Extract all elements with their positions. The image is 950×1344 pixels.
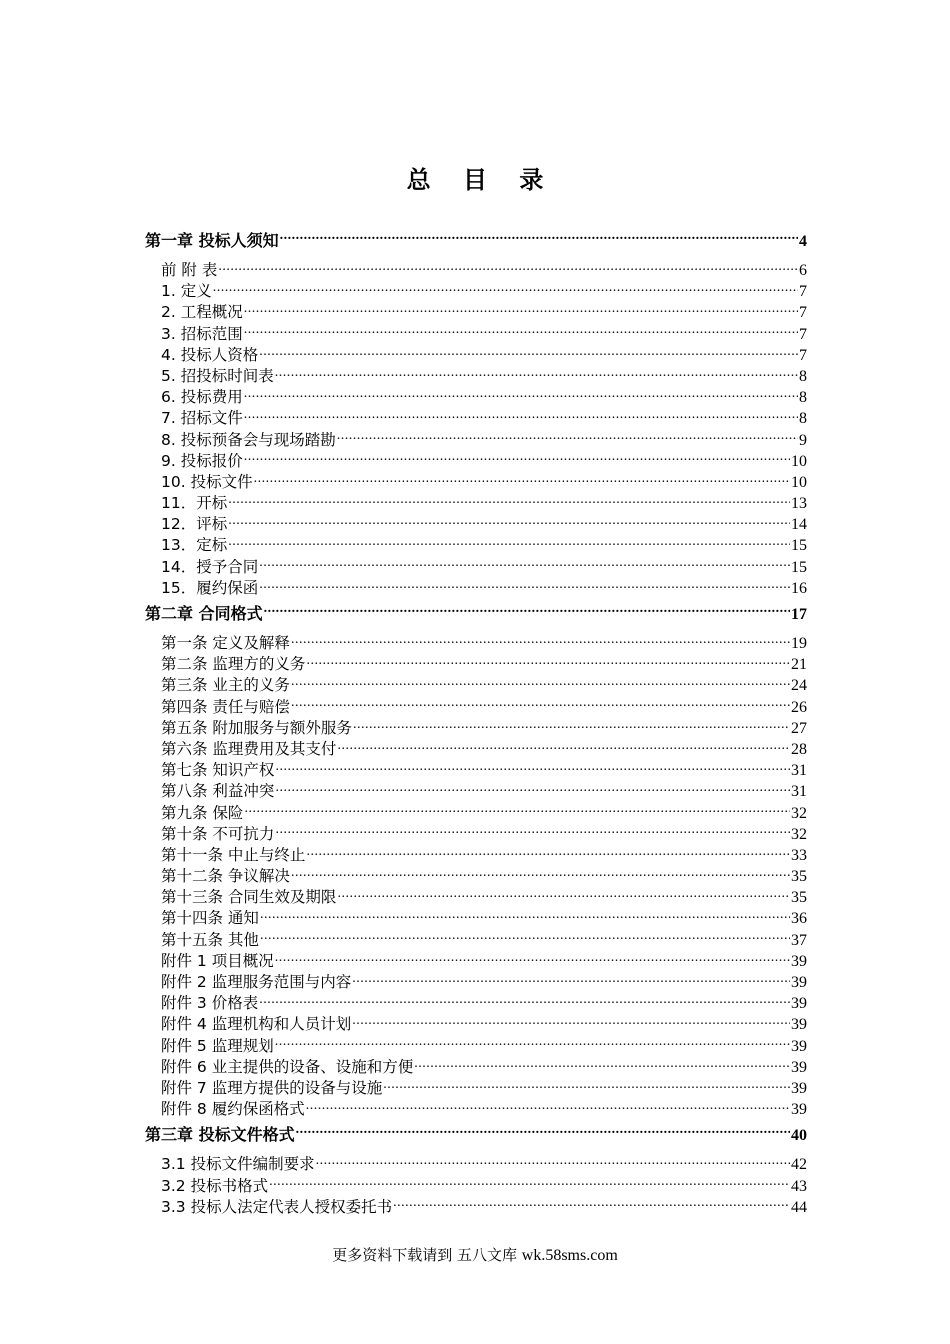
toc-entry-page: 35 — [791, 889, 807, 907]
toc-entry-label: 2. 工程概况 — [161, 303, 243, 322]
toc-entry-page: 39 — [791, 1101, 807, 1119]
toc-leader-dots — [260, 929, 790, 945]
toc-leader-dots — [254, 471, 790, 487]
toc-leader-dots — [259, 577, 790, 593]
toc-entry[interactable] — [145, 1098, 807, 1119]
toc-entry-label: 5. 招投标时间表 — [161, 366, 274, 385]
toc-entry[interactable] — [145, 950, 807, 971]
toc-leader-dots — [259, 556, 790, 572]
toc-chapter — [145, 229, 807, 598]
footer-url[interactable]: wk.58sms.com — [521, 1247, 618, 1264]
toc-leader-dots — [275, 759, 790, 775]
toc-entry[interactable] — [145, 301, 807, 322]
toc-leader-dots — [291, 674, 790, 690]
toc-leader-dots — [352, 1013, 790, 1029]
footer-text: 更多资料下载请到 五八文库 — [332, 1246, 522, 1264]
toc-chapter-label: 第一章 投标人须知 — [145, 231, 279, 250]
toc-entry[interactable] — [145, 323, 807, 344]
toc-leader-dots — [244, 407, 798, 423]
toc-entry[interactable] — [145, 696, 807, 717]
toc-leader-dots — [337, 738, 790, 754]
toc-entry-page: 14 — [791, 516, 807, 534]
toc-entry[interactable] — [145, 259, 807, 280]
toc-leader-dots — [275, 823, 790, 839]
toc-chapter — [145, 1123, 807, 1217]
toc-entry[interactable] — [145, 1013, 807, 1034]
page-title: 总 目 录 — [406, 166, 556, 194]
toc-entry-label: 第三条 业主的义务 — [161, 676, 290, 695]
toc-entry-label: 附件 5 监理规划 — [161, 1036, 274, 1055]
toc-entry-label: 第九条 保险 — [161, 803, 244, 822]
toc-entry-page: 10 — [791, 452, 807, 470]
toc-chapter-page: 17 — [791, 606, 807, 623]
toc-chapter-heading[interactable] — [145, 229, 807, 253]
toc-leader-dots — [213, 280, 798, 296]
toc-entry-page: 28 — [791, 740, 807, 758]
toc-entry[interactable] — [145, 492, 807, 513]
toc-entry-page: 15 — [791, 537, 807, 555]
toc-entry-page: 39 — [791, 974, 807, 991]
toc-entry-page: 13 — [791, 495, 807, 513]
toc-entry[interactable] — [145, 674, 807, 695]
toc-leader-dots — [244, 301, 798, 317]
toc-entry-label: 第二条 监理方的义务 — [161, 655, 306, 674]
toc-leader-dots — [244, 450, 790, 466]
toc-leader-dots — [296, 1124, 790, 1140]
toc-entry-label: 9. 投标报价 — [161, 451, 243, 470]
toc-entry-page: 36 — [791, 910, 807, 928]
toc-entry[interactable] — [145, 823, 807, 844]
toc-entry[interactable] — [145, 471, 807, 492]
toc-entry[interactable] — [145, 344, 807, 365]
toc-entry-label: 3.3 投标人法定代表人授权委托书 — [161, 1197, 393, 1216]
toc-entry-page: 39 — [791, 995, 807, 1013]
toc-leader-dots — [414, 1056, 790, 1072]
toc-entry-label: 第七条 知识产权 — [161, 761, 275, 780]
toc-chapter-heading[interactable] — [145, 602, 807, 626]
toc-leader-dots — [306, 1098, 790, 1114]
toc-chapter — [145, 602, 807, 1119]
toc-entry-page: 31 — [791, 762, 807, 780]
toc-leader-dots — [228, 492, 790, 508]
toc-entry-label: 第五条 附加服务与额外服务 — [161, 718, 352, 737]
toc-entry-label: 13．定标 — [161, 536, 228, 555]
toc-entry-page: 15 — [791, 558, 807, 576]
toc-entry-page: 26 — [791, 698, 807, 716]
toc-entry[interactable] — [145, 407, 807, 428]
toc-entry-label: 11．开标 — [161, 494, 228, 513]
toc-entry[interactable] — [145, 1196, 807, 1217]
toc-entry-label: 附件 7 监理方提供的设备与设施 — [161, 1078, 383, 1097]
toc-entry[interactable] — [145, 929, 807, 950]
toc-entry-page: 39 — [791, 1016, 807, 1034]
toc-leader-dots — [352, 971, 790, 987]
toc-entry-label: 第八条 利益冲突 — [161, 782, 275, 801]
toc-leader-dots — [306, 844, 790, 860]
toc-entry[interactable] — [145, 1153, 807, 1174]
toc-entry[interactable] — [145, 280, 807, 301]
toc-leader-dots — [244, 386, 798, 402]
toc-entry-label: 第六条 监理费用及其支付 — [161, 739, 337, 758]
toc-entry[interactable] — [145, 513, 807, 534]
toc-entry[interactable] — [145, 1056, 807, 1077]
toc-entry-label: 附件 8 履约保函格式 — [161, 1100, 305, 1119]
toc-leader-dots — [228, 534, 790, 550]
toc-entry-page: 10 — [791, 473, 807, 491]
toc-chapter-page: 4 — [799, 233, 807, 250]
toc-leader-dots — [316, 1153, 790, 1169]
toc-entry-page: 32 — [791, 825, 807, 843]
toc-entry-page: 39 — [791, 952, 807, 970]
toc-leader-dots — [275, 950, 790, 966]
toc-entry-page: 42 — [791, 1156, 807, 1174]
toc-leader-dots — [291, 632, 790, 648]
toc-entry-label: 1. 定义 — [161, 282, 212, 301]
toc-entry-page: 21 — [791, 656, 807, 674]
toc-entry[interactable] — [145, 907, 807, 928]
toc-entry-page: 7 — [799, 325, 807, 343]
toc-entry-label: 14．授予合同 — [161, 557, 259, 576]
toc-entry[interactable] — [145, 886, 807, 907]
toc-entry-label: 前 附 表 — [161, 261, 218, 279]
toc-entry-page: 19 — [791, 635, 807, 652]
toc-entry-page: 39 — [791, 1037, 807, 1055]
toc-entry-label: 6. 投标费用 — [161, 388, 243, 407]
toc-leader-dots — [337, 429, 798, 445]
toc-leader-dots — [260, 907, 790, 923]
toc-entry-page: 7 — [799, 283, 807, 301]
toc-chapter-page: 40 — [791, 1127, 807, 1145]
toc-leader-dots — [306, 653, 790, 669]
toc-entry-label: 第十五条 其他 — [161, 930, 259, 949]
table-of-contents — [145, 229, 807, 1217]
toc-entry[interactable] — [145, 632, 807, 653]
toc-leader-dots — [264, 603, 790, 619]
toc-entry-label: 3.2 投标书格式 — [161, 1176, 269, 1195]
toc-entry-page: 8 — [799, 410, 807, 428]
toc-entry[interactable] — [145, 717, 807, 738]
toc-entry-label: 第十三条 合同生效及期限 — [161, 888, 337, 907]
toc-entry-page: 24 — [791, 677, 807, 695]
toc-entry[interactable] — [145, 802, 807, 823]
toc-leader-dots — [275, 1035, 790, 1051]
toc-entry[interactable] — [145, 450, 807, 471]
toc-leader-dots — [353, 717, 790, 733]
toc-leader-dots — [259, 992, 790, 1008]
toc-entry-page: 9 — [799, 431, 807, 449]
toc-entry-page: 16 — [791, 579, 807, 597]
toc-entry-label: 附件 1 项目概况 — [161, 951, 274, 970]
toc-entry[interactable] — [145, 759, 807, 780]
toc-entry-label: 10. 投标文件 — [161, 472, 253, 491]
toc-entry[interactable] — [145, 1175, 807, 1196]
toc-entry[interactable] — [145, 1035, 807, 1056]
toc-entry-page: 33 — [791, 846, 807, 864]
toc-entry-page: 39 — [791, 1079, 807, 1097]
toc-entry[interactable] — [145, 534, 807, 555]
toc-entry-label: 附件 3 价格表 — [161, 994, 259, 1013]
toc-entry-page: 35 — [791, 868, 807, 886]
toc-entry-page: 7 — [799, 304, 807, 322]
toc-entry-label: 15．履约保函 — [161, 578, 259, 597]
toc-chapter-label: 第二章 合同格式 — [145, 604, 263, 623]
toc-entry[interactable] — [145, 556, 807, 577]
toc-entry[interactable] — [145, 738, 807, 759]
toc-leader-dots — [291, 865, 790, 881]
toc-entry[interactable] — [145, 429, 807, 450]
toc-entry-page: 44 — [791, 1198, 807, 1216]
toc-entry-label: 第四条 责任与赔偿 — [161, 697, 290, 716]
toc-entry-page: 8 — [799, 389, 807, 407]
toc-entry-label: 第十二条 争议解决 — [161, 867, 290, 886]
toc-entry[interactable] — [145, 653, 807, 674]
toc-entry[interactable] — [145, 971, 807, 992]
toc-entry-label: 附件 4 监理机构和人员计划 — [161, 1015, 352, 1034]
toc-entry[interactable] — [145, 844, 807, 865]
footer — [0, 1244, 950, 1265]
toc-entry[interactable] — [145, 365, 807, 386]
toc-entry[interactable] — [145, 865, 807, 886]
toc-entry-label: 附件 6 业主提供的设备、设施和方便 — [161, 1057, 414, 1076]
toc-entry-label: 第十一条 中止与终止 — [161, 845, 306, 864]
toc-chapter-heading[interactable] — [145, 1123, 807, 1147]
toc-leader-dots — [291, 696, 790, 712]
toc-entry-page: 37 — [791, 931, 807, 949]
toc-entry-page: 31 — [791, 783, 807, 801]
toc-leader-dots — [259, 344, 798, 360]
toc-leader-dots — [383, 1077, 790, 1093]
toc-entry[interactable] — [145, 386, 807, 407]
toc-entry[interactable] — [145, 577, 807, 598]
toc-entry-label: 8. 投标预备会与现场踏勘 — [161, 430, 336, 449]
toc-leader-dots — [275, 365, 798, 381]
toc-entry-label: 4. 投标人资格 — [161, 345, 259, 364]
toc-entry-label: 12．评标 — [161, 515, 228, 534]
toc-leader-dots — [337, 886, 790, 902]
toc-entry-label: 3. 招标范围 — [161, 324, 243, 343]
toc-entry-page: 6 — [799, 262, 807, 279]
toc-entry-page: 43 — [791, 1177, 807, 1195]
toc-entry-label: 7. 招标文件 — [161, 409, 243, 428]
toc-entry[interactable] — [145, 1077, 807, 1098]
toc-leader-dots — [393, 1196, 790, 1212]
toc-entry-label: 第一条 定义及解释 — [161, 634, 290, 652]
toc-entry[interactable] — [145, 992, 807, 1013]
toc-leader-dots — [218, 259, 798, 275]
toc-entry-page: 27 — [791, 719, 807, 737]
toc-leader-dots — [275, 780, 790, 796]
toc-leader-dots — [244, 802, 790, 818]
toc-entry-page: 8 — [799, 367, 807, 385]
toc-entry-label: 附件 2 监理服务范围与内容 — [161, 973, 352, 991]
toc-entry-label: 第十条 不可抗力 — [161, 824, 275, 843]
toc-entry-page: 39 — [791, 1058, 807, 1076]
toc-entry-page: 32 — [791, 804, 807, 822]
toc-leader-dots — [244, 323, 798, 339]
toc-entry-page: 7 — [799, 346, 807, 364]
toc-leader-dots — [280, 230, 798, 246]
toc-entry-label: 3.1 投标文件编制要求 — [161, 1155, 315, 1174]
toc-entry-label: 第十四条 通知 — [161, 909, 259, 928]
toc-chapter-label: 第三章 投标文件格式 — [145, 1125, 295, 1145]
toc-leader-dots — [228, 513, 790, 529]
toc-leader-dots — [269, 1175, 790, 1191]
toc-entry[interactable] — [145, 780, 807, 801]
